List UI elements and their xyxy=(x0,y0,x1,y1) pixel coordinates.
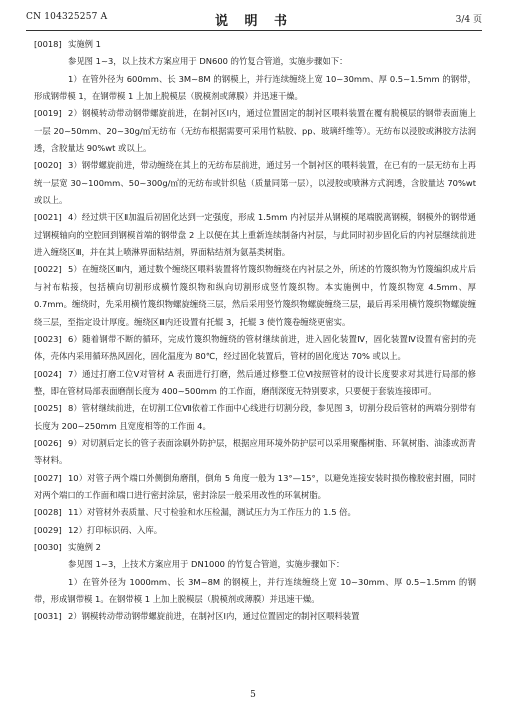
paragraph-number: [0022] xyxy=(34,264,62,275)
paragraph-number: [0027] xyxy=(34,472,62,483)
paragraph xyxy=(34,400,476,435)
page-reference: 3/4 页 xyxy=(455,15,482,25)
document-id: CN 104325257 A xyxy=(26,12,108,22)
paragraph-text: 实施例 2 xyxy=(68,541,101,552)
paragraph-text: 2）钢模转动带动钢带螺旋前进，在制衬区Ⅰ内，通过位置固定的制衬区喂料装置 xyxy=(68,611,360,622)
page-number: 5 xyxy=(250,690,256,700)
paragraph-text: 参见图 1~3，以上技术方案应用于 DN600 的竹复合管道，实施步骤如下： xyxy=(68,56,348,67)
paragraph-number: [0023] xyxy=(34,333,62,344)
paragraph xyxy=(34,36,476,53)
paragraph xyxy=(34,105,476,157)
paragraph-text: 5）在缠绕区Ⅲ内，通过数个缠绕区喂料装置将竹篾织物缠绕在内衬层之外，所述的竹篾织物为竹篾编织成片后与衬布粘接，包括横向切割形成横竹篾织物和纵向切割形成竖竹篾织物。本实施例中，竹篾织物宽 4.5mm、厚 0.7mm。缠绕时，先采用横竹篾织物螺旋缠绕三层，然后采用竖竹篾织物螺旋缠绕三层，最后再采用横竹篾织物螺旋缠绕三层，至指定设计厚度。缠绕区Ⅲ内还设置有托辊 3，托辊 3 使竹篾卷缠绕更密实。 xyxy=(34,264,476,327)
paragraph-text: 参见图 1~3，上技术方案应用于 DN1000 的竹复合管道，实施步骤如下： xyxy=(68,559,345,570)
paragraph-text: 1）在管外径为 1000mm、长 3M~8M 的钢模上，并行连续缠绕上宽 10~30mm、厚 0.5~1.5mm 的钢带，形成钢带模 1。在钢带模 1 上加上脱模层（脱模剂或薄膜）并迅速干燥。 xyxy=(34,576,476,604)
paragraph-number: [0018] xyxy=(34,39,62,49)
paragraph-number: [0030] xyxy=(34,541,62,552)
paragraph-text: 6）随着钢带不断的循环，完成竹篾织物缠绕的管材继续前进，进入固化装置Ⅳ，固化装置Ⅳ设置有密封的壳体，壳体内采用循环热风固化，固化温度为 80℃，经过固化装置后，管材的固化度达 70% 或以上。 xyxy=(34,333,476,362)
paragraph-text: 1）在管外径为 600mm、长 3M~8M 的钢模上，并行连续缠绕上宽 10~30mm、厚 0.5~1.5mm 的钢带，形成钢带模 1，在钢带模 1 上加上脱模层（脱模剂或薄膜）并迅速干燥。 xyxy=(34,73,476,102)
paragraph-number: [0031] xyxy=(34,611,62,622)
paragraph-number: [0024] xyxy=(34,368,62,379)
paragraph-text: 2）钢模转动带动钢带螺旋前进，在制衬区Ⅰ内，通过位置固定的制衬区喂料装置在覆有脱模层的钢带表面施上一层 20~50mm、20~30g/㎡无纺布（无纺布根据需要可采用竹粘胶、pp、玻璃纤维等）。无纺布以浸胶或淋胶方法润透，含胶量达 90%wt 或以上。 xyxy=(34,108,476,154)
paragraph-text: 3）钢带螺旋前进，带动缠绕在其上的无纺布层前进，通过另一个制衬区的喂料装置，在已有的一层无纺布上再统一层宽 30~100mm、50~300g/㎡的无纺布或针织毡（质量同第一层），以浸胶或喷淋方式润透，含胶量达 70%wt 或以上。 xyxy=(34,160,476,206)
paragraph xyxy=(34,435,476,470)
paragraph-number: [0020] xyxy=(34,160,62,171)
paragraph xyxy=(34,574,476,609)
paragraph xyxy=(34,261,476,330)
paragraph-text: 实施例 1 xyxy=(68,39,101,49)
paragraph xyxy=(34,157,476,209)
header-rule xyxy=(26,30,482,31)
paragraph-number: [0021] xyxy=(34,212,62,223)
paragraph xyxy=(34,504,476,521)
document-body xyxy=(34,36,476,626)
paragraph xyxy=(34,71,476,106)
paragraph-text: 10）对管子两个端口外侧倒角磨削，倒角 5 角度一般为 13°—15°，以避免连接安装时损伤橡胶密封圈，同时对两个端口的工作面和端口进行密封涂层，密封涂层一般采用改性的环氧树脂。 xyxy=(34,472,476,500)
paragraph xyxy=(34,366,476,401)
paragraph-text: 11）对管材外表质量、尺寸检验和水压检漏，测试压力为工作压力的 1.5 倍。 xyxy=(68,507,356,518)
paragraph-text: 4）经过烘干区Ⅱ加温后初固化达到一定强度，形成 1.5mm 内衬层并从钢模的尾端脱离钢模，钢模外的钢带通过钢模轴向的空腔回到钢模首端的钢带盘 2 上以便在其上重新连续制备内衬层，与此同时初步固化后的内衬层继续前进进入缠绕区Ⅲ，并在其上喷淋界面粘结剂，界面粘结剂为氨基类树脂。 xyxy=(34,212,476,258)
paragraph xyxy=(34,470,476,505)
paragraph-number: [0026] xyxy=(34,437,62,448)
paragraph-text: 7）通过打磨工位Ⅴ对管材 A 表面进行打磨，然后通过修整工位Ⅵ按照管材的设计长度要求对其进行局部的修整，即在管材局部表面磨削长度为 400~500mm 的工作面，磨削深度无特别要求，只要便于套装连接即可。 xyxy=(34,368,476,396)
paragraph-number: [0029] xyxy=(34,524,62,535)
page-header xyxy=(26,10,482,28)
paragraph-text: 9）对切割后定长的管子表面涂刷外防护层，根据应用环境外防护层可以采用聚酯树脂、环氧树脂、油漆或沥青等材料。 xyxy=(34,437,476,466)
paragraph-number: [0025] xyxy=(34,403,62,414)
paragraph xyxy=(34,53,476,70)
paragraph xyxy=(34,539,476,556)
paragraph xyxy=(34,556,476,573)
paragraph xyxy=(34,209,476,261)
paragraph-number: [0028] xyxy=(34,507,62,518)
paragraph-text: 12）打印标识码、入库。 xyxy=(68,524,163,535)
paragraph xyxy=(34,331,476,366)
paragraph xyxy=(34,608,476,625)
paragraph xyxy=(34,522,476,539)
paragraph-text: 8）管材继续前进，在切割工位Ⅶ依着工作面中心线进行切割分段，参见图 3，切割分段后管材的两端分别带有长度为 200~250mm 且宽度相等的工作面 4。 xyxy=(34,403,476,431)
document-title: 说 明 书 xyxy=(214,14,294,29)
paragraph-number: [0019] xyxy=(34,108,62,119)
